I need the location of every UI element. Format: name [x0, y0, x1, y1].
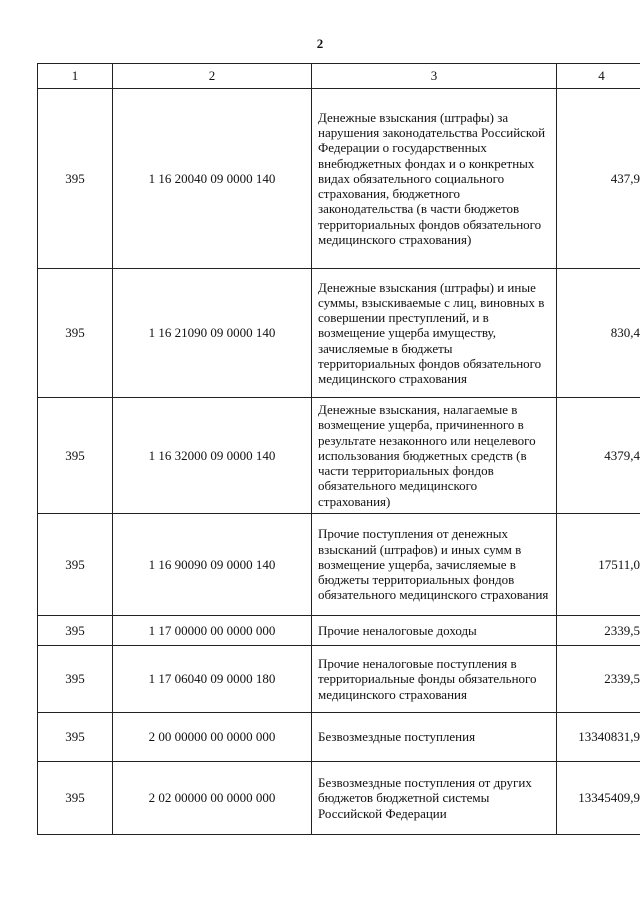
table-row — [38, 89, 640, 269]
column-header-name: 3 — [312, 64, 557, 89]
budget-code-cell: 1 17 06040 09 0000 180 — [113, 646, 312, 713]
admin-code-cell: 395 — [38, 398, 113, 514]
revenue-name-cell: Денежные взыскания (штрафы) за нарушения законодательства Российской Федерации о государственных внебюджетных фондах и о конкретных видах обязательного социального страхования, бюджетного законодательства (в части бюджетов территориальных фондов обязательного медицинского страхования) — [312, 89, 557, 269]
amount-cell: 17511,0 — [557, 514, 640, 616]
column-header-budget-code: 2 — [113, 64, 312, 89]
table-header — [38, 64, 640, 89]
revenue-name-cell: Прочие поступления от денежных взысканий (штрафов) и иных сумм в возмещение ущерба, зачисляемые в бюджеты территориальных фондов обязательного медицинского страхования — [312, 514, 557, 616]
budget-code-cell: 1 16 32000 09 0000 140 — [113, 398, 312, 514]
column-header-admin-code: 1 — [38, 64, 113, 89]
table-row — [38, 269, 640, 398]
table-body — [38, 89, 640, 835]
revenue-name-cell: Прочие неналоговые поступления в территориальные фонды обязательного медицинского страхования — [312, 646, 557, 713]
amount-cell: 2339,5 — [557, 646, 640, 713]
budget-code-cell: 1 16 20040 09 0000 140 — [113, 89, 312, 269]
table-row — [38, 514, 640, 616]
admin-code-cell: 395 — [38, 514, 113, 616]
table-row — [38, 713, 640, 762]
revenue-name-cell: Безвозмездные поступления — [312, 713, 557, 762]
amount-cell: 2339,5 — [557, 616, 640, 646]
admin-code-cell: 395 — [38, 89, 113, 269]
amount-cell: 830,4 — [557, 269, 640, 398]
budget-code-cell: 1 17 00000 00 0000 000 — [113, 616, 312, 646]
table-row — [38, 616, 640, 646]
budget-table — [37, 63, 640, 835]
budget-code-cell: 2 00 00000 00 0000 000 — [113, 713, 312, 762]
amount-cell: 4379,4 — [557, 398, 640, 514]
table-row — [38, 398, 640, 514]
admin-code-cell: 395 — [38, 762, 113, 835]
revenue-name-cell: Безвозмездные поступления от других бюджетов бюджетной системы Российской Федерации — [312, 762, 557, 835]
column-header-amount: 4 — [557, 64, 640, 89]
amount-cell: 13340831,9 — [557, 713, 640, 762]
header-row — [38, 64, 640, 89]
table-row — [38, 762, 640, 835]
admin-code-cell: 395 — [38, 269, 113, 398]
revenue-name-cell: Прочие неналоговые доходы — [312, 616, 557, 646]
amount-cell: 437,9 — [557, 89, 640, 269]
budget-code-cell: 1 16 90090 09 0000 140 — [113, 514, 312, 616]
budget-code-cell: 1 16 21090 09 0000 140 — [113, 269, 312, 398]
page-number: 2 — [316, 36, 324, 51]
admin-code-cell: 395 — [38, 616, 113, 646]
admin-code-cell: 395 — [38, 713, 113, 762]
budget-code-cell: 2 02 00000 00 0000 000 — [113, 762, 312, 835]
amount-cell: 13345409,9 — [557, 762, 640, 835]
revenue-name-cell: Денежные взыскания, налагаемые в возмещение ущерба, причиненного в результате незаконного или нецелевого использования бюджетных средств (в части территориальных фондов обязательного медицинского страхования) — [312, 398, 557, 514]
admin-code-cell: 395 — [38, 646, 113, 713]
table-row — [38, 646, 640, 713]
revenue-name-cell: Денежные взыскания (штрафы) и иные суммы, взыскиваемые с лиц, виновных в совершении преступлений, и в возмещение ущерба имуществу, зачисляемые в бюджеты территориальных фондов обязательного медицинского страхования — [312, 269, 557, 398]
